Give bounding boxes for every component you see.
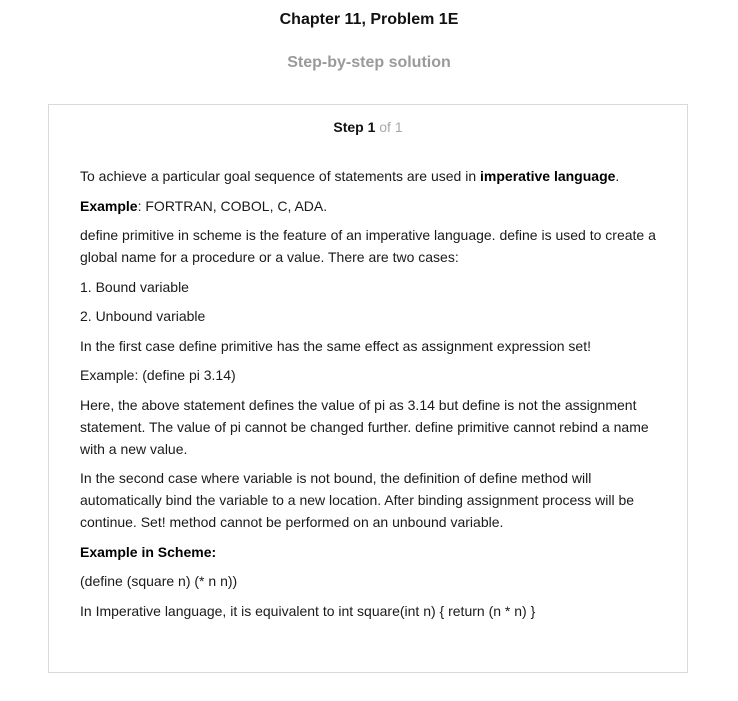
page-subtitle: Step-by-step solution	[287, 54, 451, 71]
paragraph-define-primitive: define primitive in scheme is the feature of an imperative language. define is used to create a global name for a procedure or a value. There are two cases:	[80, 227, 656, 265]
paragraph-example-languages	[80, 195, 665, 217]
paragraph-scheme-example-heading	[80, 541, 665, 563]
step-header	[49, 119, 687, 135]
paragraph-first-case: In the first case define primitive has the same effect as assignment expression set!	[80, 337, 591, 354]
paragraph-unbound-variable: 2. Unbound variable	[80, 308, 206, 324]
paragraph-scheme-code: (define (square n) (* n n))	[80, 573, 238, 589]
scheme-example-label: Example in Scheme:	[80, 543, 217, 560]
paragraph-pi-explanation: Here, the above statement defines the value of pi as 3.14 but define is not the assignment statement. The value of pi cannot be changed further. define primitive cannot rebind a name with a new value.	[80, 396, 649, 457]
step-total: of 1	[379, 119, 403, 135]
paragraph-define-pi-example: Example: (define pi 3.14)	[80, 367, 236, 383]
page-title: Chapter 11, Problem 1E	[279, 11, 459, 28]
paragraph-intro	[80, 165, 665, 187]
paragraph-imperative-equivalent: In Imperative language, it is equivalent to int square(int n) { return (n * n) }	[80, 602, 536, 619]
step-body	[80, 165, 665, 629]
paragraph-bound-variable: 1. Bound variable	[80, 278, 189, 295]
step-label: Step 1	[333, 119, 376, 135]
example-languages-text: : FORTRAN, COBOL, C, ADA.	[137, 197, 328, 214]
paragraph-second-case: In the second case where variable is not bound, the definition of define method will automatically bind the variable to a new location. After binding assignment process will be continue. Set! method cannot be performed on an unbound variable.	[80, 470, 635, 530]
intro-end: .	[615, 168, 620, 184]
intro-text: To achieve a particular goal sequence of statements are used in	[80, 168, 481, 184]
solution-card	[48, 104, 688, 673]
example-label: Example	[80, 197, 138, 214]
intro-bold-term: imperative language	[480, 168, 616, 184]
